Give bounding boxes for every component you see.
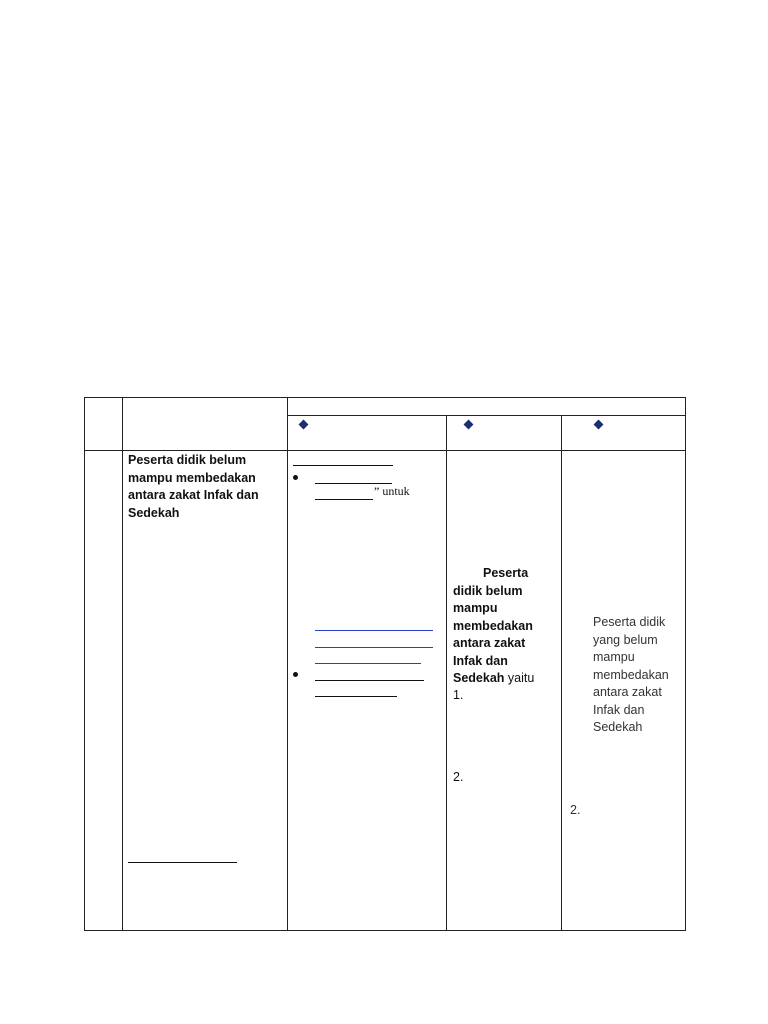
underline-blank [315,499,373,500]
link-underline[interactable] [315,647,433,648]
bullet-icon [293,475,298,480]
col5-paragraph: Peserta didik yang belum mampu membedakan antara zakat Infak dan Sedekah [593,615,669,734]
table-right-border [685,397,686,931]
column-divider-4 [561,415,562,931]
table-top-border [84,397,686,398]
diamond-bullet-icon [299,420,309,430]
header-bottom-border [84,450,686,451]
list-number: 2. [453,770,464,784]
column-divider-3 [446,415,447,931]
column-divider-2 [287,397,288,931]
column-divider-1 [122,397,123,931]
bullet-icon [293,672,298,677]
list-number: 1. [453,688,464,702]
col4-normal-text: yaitu [504,671,535,685]
link-underline[interactable] [315,663,421,664]
header-divider [287,415,686,416]
underline-blank [128,862,237,863]
underline-blank [315,696,397,697]
link-underline[interactable] [315,630,433,631]
diamond-bullet-icon [594,420,604,430]
underline-blank [293,465,393,466]
text-fragment: ” untuk [374,484,410,498]
underline-blank [315,680,424,681]
table-left-border [84,397,85,931]
diamond-bullet-icon [464,420,474,430]
problem-description: Peserta didik belum mampu membedakan antara zakat Infak dan Sedekah [128,453,259,520]
col4-bold-text: Peserta didik belum mampu membedakan antara zakat Infak dan Sedekah [453,566,533,685]
list-number: 2. [570,803,581,817]
col4-paragraph [453,565,541,688]
table-bottom-border [84,930,686,931]
